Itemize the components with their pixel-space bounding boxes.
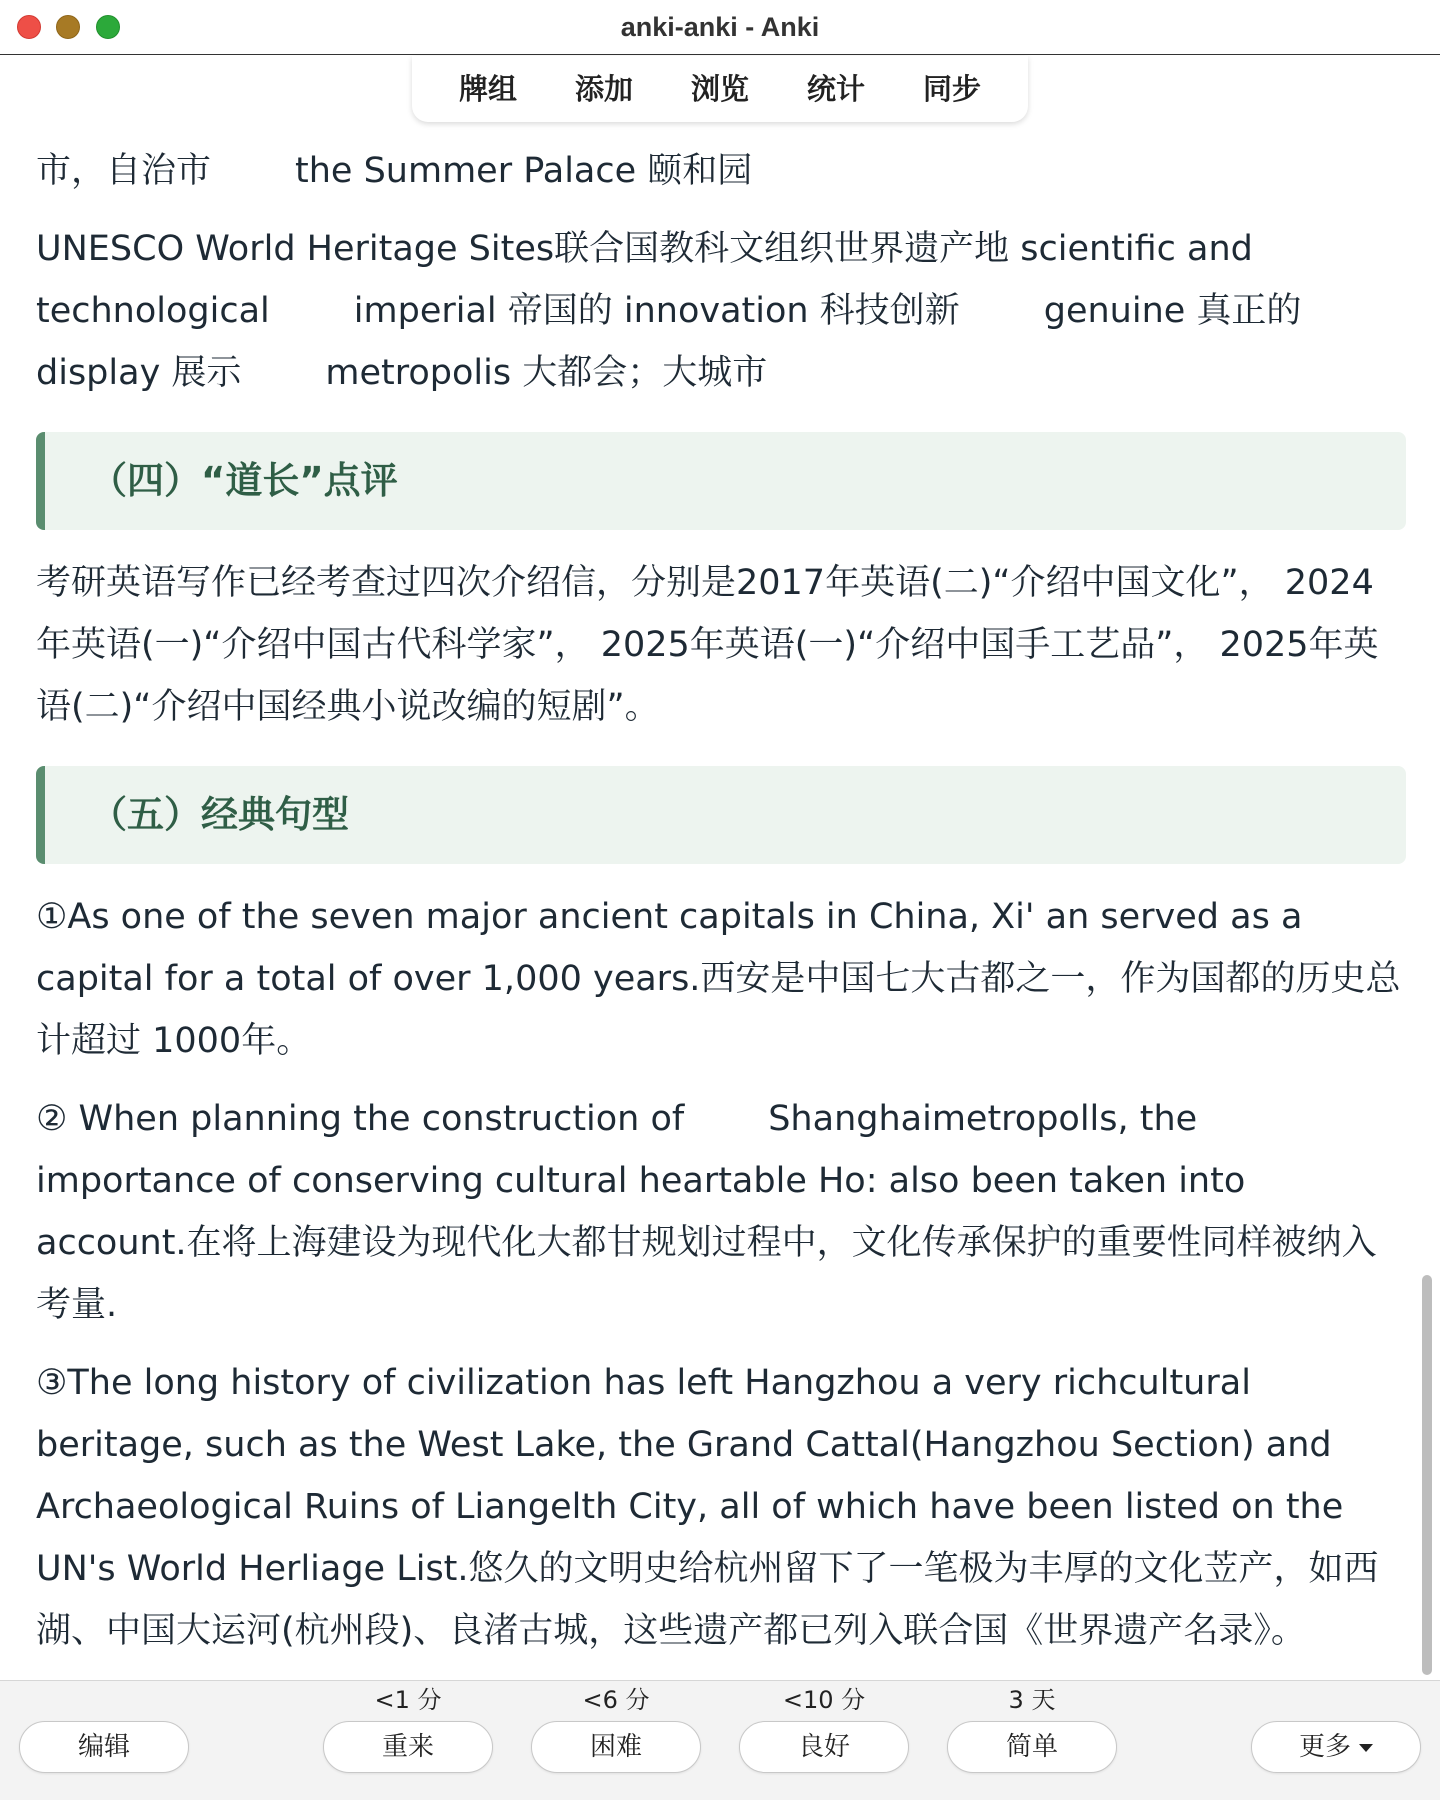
edit-button[interactable]: 编辑 [19,1721,189,1773]
more-button[interactable] [1251,1721,1421,1773]
easy-interval: 3 天 [1008,1686,1056,1714]
main-toolbar [412,56,1028,122]
toolbar-stats[interactable]: 统计 [807,72,866,106]
sentence-2-part-b: Shanghaimetropolls, the importance of conserving cultural heartable Ho: also been taken into account.在将上海建设为现代化大都甘规划过程中，文化传承保护的重要性同样被纳入考量. [36,1099,1377,1325]
good-button[interactable]: 良好 [739,1721,909,1773]
caret-down-icon [1359,1744,1373,1752]
vocab-line-1 [36,140,1406,202]
again-button[interactable]: 重来 [323,1721,493,1773]
vocab-text: imperial 帝国的 innovation 科技创新 [353,291,960,331]
easy-button[interactable]: 简单 [947,1721,1117,1773]
sentence-3: ③The long history of civilization has left Hangzhou a very richcultural beritage, such as the West Lake, the Grand Cattal(Hangzhou Section) and Archaeological Ruins of Liangelth City, all of which have been listed on the UN's World Herliage List.悠久的文明史给杭州留下了一笔极为丰厚的文化苙产，如西湖、中国大运河(杭州段)、良渚古城，这些遗产都已列入联合国《世界遗产名录》。 [36,1363,1379,1651]
toolbar-decks[interactable]: 牌组 [458,72,517,106]
sentence-2 [36,1088,1406,1336]
vocab-text: 市，自治市 [36,151,212,191]
toolbar-sync[interactable]: 同步 [923,72,982,106]
vocab-text: genuine 真正的 display 展示 [36,291,1302,393]
window-title: anki-anki - Anki [620,12,820,42]
hard-button[interactable]: 困难 [531,1721,701,1773]
sentence-2-part-a: ② When planning the construction of [36,1099,685,1139]
vocab-text: UNESCO World Heritage Sites联合国教科文组织世界遗产地 scientific and technological [36,229,1253,331]
vertical-scrollbar[interactable] [1422,1275,1432,1675]
vocab-paragraph [36,218,1406,404]
toolbar-browse[interactable]: 浏览 [690,72,749,106]
section-heading-5: （五）经典句型 [36,766,1406,864]
hard-interval: <6 分 [582,1686,650,1714]
good-interval: <10 分 [782,1686,866,1714]
section4-paragraph: 考研英语写作已经考查过四次介绍信，分别是2017年英语(二)“介绍中国文化”， 2024年英语(一)“介绍中国古代科学家”， 2025年英语(一)“介绍中国手工艺品”， 2025年英语(二)“介绍中国经典小说改编的短剧”。 [36,563,1379,727]
again-interval: <1 分 [374,1686,442,1714]
sentence-1: ①As one of the seven major ancient capitals in China, Xi' an served as a capital for a total of over 1,000 years.西安是中国七大古都之一，作为国都的历史总计超过 1000年。 [36,897,1401,1061]
vocab-text: the Summer Palace 颐和园 [295,151,753,191]
review-bottom-bar [0,1680,1440,1800]
title-bar [0,0,1440,55]
more-label: 更多 [1298,1732,1351,1762]
vocab-text: metropolis 大都会；大城市 [325,353,768,393]
toolbar-add[interactable]: 添加 [574,72,633,106]
section-heading-4: （四）“道长”点评 [36,432,1406,530]
card-content [36,140,1406,1678]
